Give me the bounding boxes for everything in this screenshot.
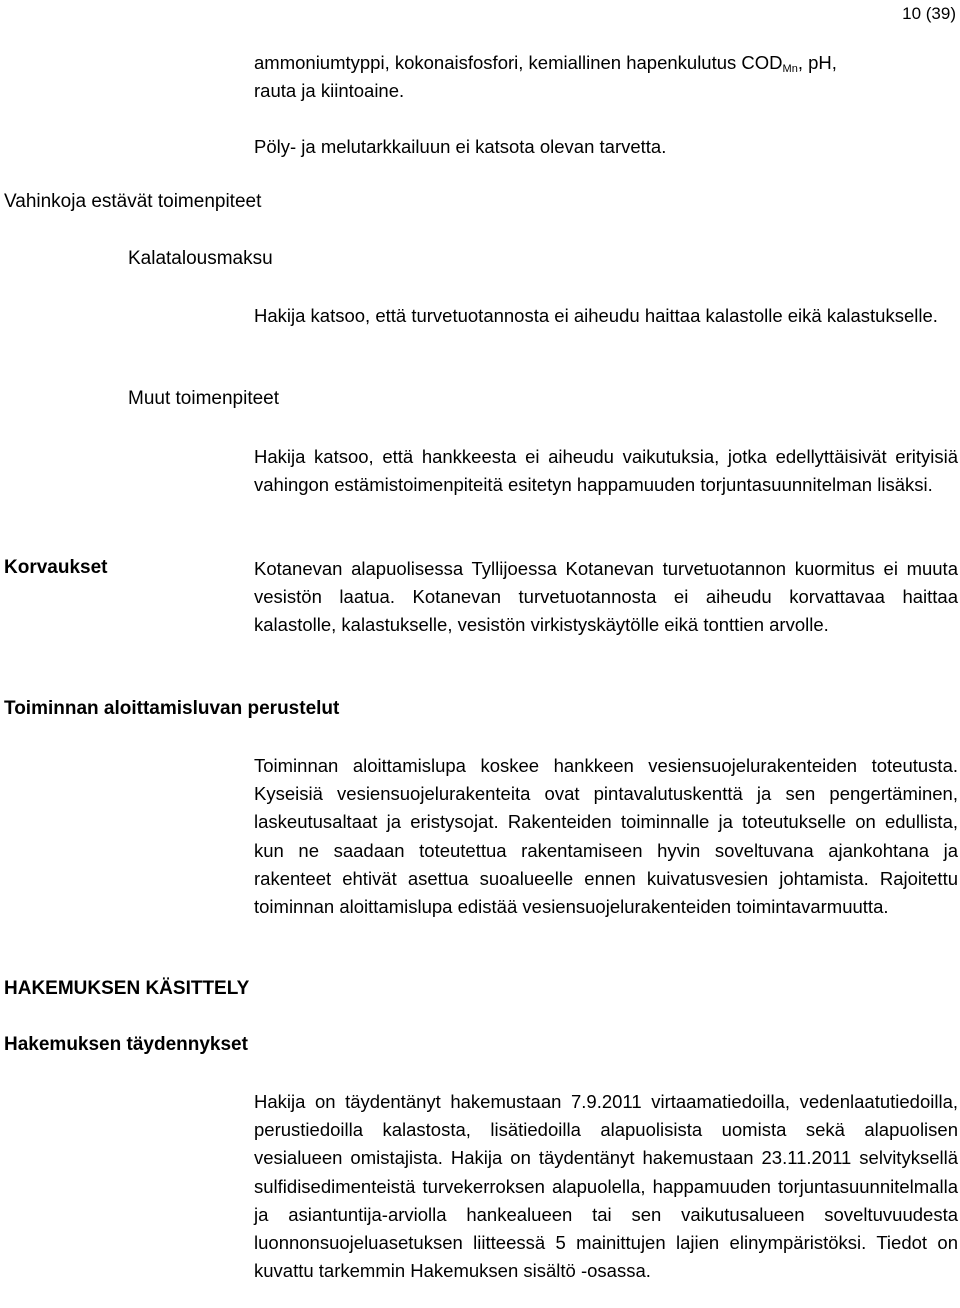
supplements-text: Hakija on täydentänyt hakemustaan 7.9.2011 virtaamatiedoilla, vedenlaatutiedoilla, perustiedoilla kalastosta, lisätiedoilla alapuolisista uomista sekä alapuolisen vesialueen omistajista. Hakija on täydentänyt hakemustaan 23.11.2011 selvityksellä sulfidisedimenteistä turvekerroksen alapuolella, happamuuden torjuntasuunnitelmalla ja asiantuntija-arviolla hankealueen tai sen vaikutusalueen soveltuvuudesta luonnonsuojeluasetuksen liitteessä 5 mainittujen lajien elinympäristöksi. Tiedot on kuvattu tarkemmin Hakemuksen sisältö -osassa. bbox=[254, 1091, 958, 1282]
intro-line-1-prefix: ammoniumtyppi, kokonaisfosfori, kemiallinen hapenkulutus COD bbox=[254, 52, 783, 73]
damage-prevention-heading: Vahinkoja estävät toimenpiteet bbox=[4, 191, 262, 212]
fishery-fee-heading: Kalatalousmaksu bbox=[128, 248, 273, 269]
other-measures-text: Hakija katsoo, että hankkeesta ei aiheudu vaikutuksia, jotka edellyttäisivät erityisiä vahingon estämistoimenpiteitä esitetyn happamuuden torjuntasuunnitelman lisäksi. bbox=[254, 446, 958, 496]
fishery-fee-text: Hakija katsoo, että turvetuotannosta ei aiheudu haittaa kalastolle eikä kalastukselle. bbox=[254, 305, 938, 326]
intro-paragraph bbox=[254, 49, 958, 105]
intro-line-1 bbox=[254, 49, 958, 77]
compensation-heading: Korvaukset bbox=[4, 557, 108, 578]
dust-noise-paragraph: Pöly- ja melutarkkailuun ei katsota olevan tarvetta. bbox=[254, 136, 667, 157]
processing-heading: HAKEMUKSEN KÄSITTELY bbox=[4, 978, 250, 999]
intro-line-2: rauta ja kiintoaine. bbox=[254, 80, 405, 102]
supplements-heading: Hakemuksen täydennykset bbox=[4, 1034, 248, 1055]
page-number: 10 (39) bbox=[902, 4, 956, 23]
cod-subscript: Mn bbox=[782, 63, 798, 75]
start-permit-text: Toiminnan aloittamislupa koskee hankkeen vesiensuojelurakenteiden toteutusta. Kyseisiä vesiensuojelurakenteita ovat pintavalutuskenttä ja sen pengertäminen, laskeutusaltaat ja eristysojat. Rakenteiden toiminnalle ja toteutukselle on edullista, kun ne saadaan toteutettua rakentamiseen hyvin soveltuvana ajankohtana ja rakenteet ehtivät asettua suoalueelle ennen kuivatusvesien johtamista. Rajoitettu toiminnan aloittamislupa edistää vesiensuojelurakenteiden toimintavarmuutta. bbox=[254, 755, 958, 918]
intro-line-1-suffix: , pH, bbox=[797, 52, 837, 73]
compensation-text: Kotanevan alapuolisessa Tyllijoessa Kotanevan turvetuotannon kuormitus ei muuta vesistön laatua. Kotanevan turvetuotannosta ei aiheudu korvattavaa haittaa kalastolle, kalastukselle, vesistön virkistyskäytölle eikä tonttien arvolle. bbox=[254, 558, 958, 636]
start-permit-heading: Toiminnan aloittamisluvan perustelut bbox=[4, 698, 340, 719]
other-measures-heading: Muut toimenpiteet bbox=[128, 388, 280, 409]
